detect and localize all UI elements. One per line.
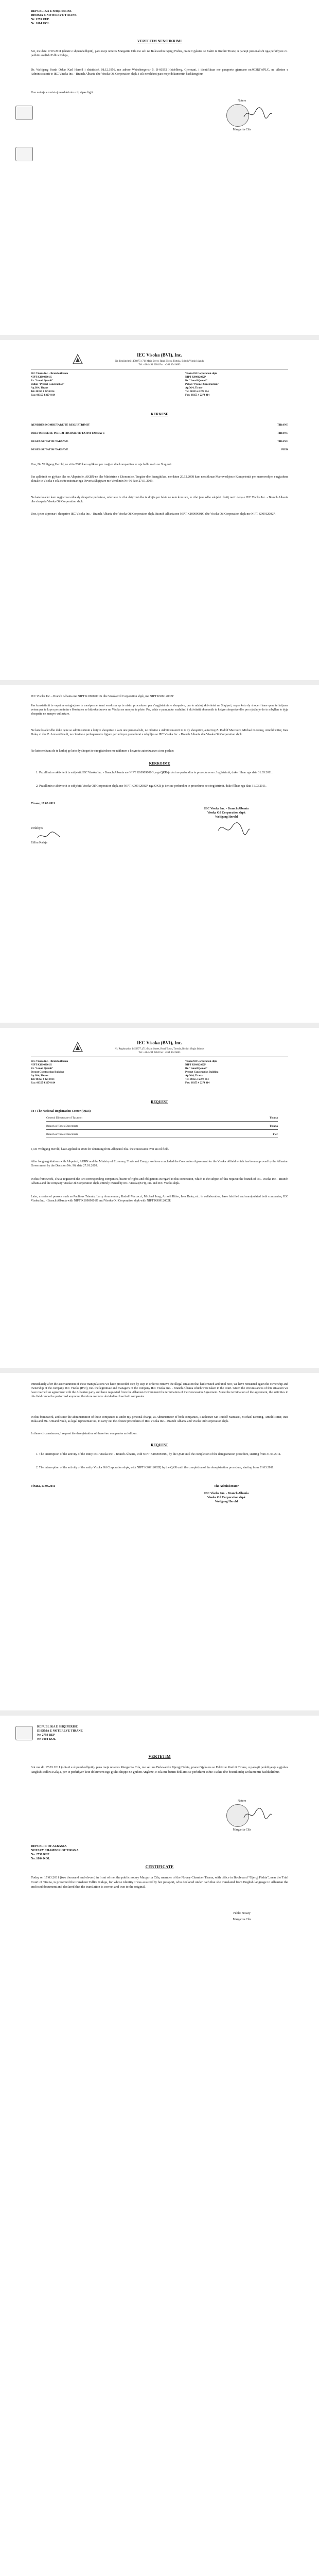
request-item: 1. The interruption of the activity of the entity IEC Visoka Inc. - Branch Albania, with NIPT K10909001G, by the QKR until the completion of the deregistration procedure, starting from 31.03.2011. — [36, 1453, 281, 1456]
page-separator — [0, 680, 319, 685]
company-name: IEC Visoka (BVI), Inc. — [137, 352, 182, 358]
branch-details: IEC Visoka Inc. - Branch Albania NIPT K10909001G Rr. "Ismail Qemali" Premet Construction Building Ap.36/4, Tirana Tel: 00355 4 2274 814 Fax: 00355 4 2274 814 — [31, 1060, 68, 1084]
recipient-city: TIRANE — [277, 432, 288, 435]
recipient-name: Branch of Taxes Directorate — [46, 1133, 78, 1136]
body-paragraph: In this framework, and since the administration of these companies is under my personal charge, as Administrator of both companies, I authorize Mr. Rudolf Marcacci, Michael Keesing, Arnold Ritter, Ines Duka and Mr. Armand Nauli, as legal representatives, to carry out the closure procedures of IEC Visoka Inc. - Branch Albania and Visoka Oil Corporation shpk. — [31, 1416, 288, 1423]
certificate-paragraph: Sot me dt. 17.03.2011 (shtatë e shpembedhjetë), para meje noteres Margarita Cila, me seli ne Bulevardin Gjergj Fishta, prane Gjykates se Faktit te Rrethit Tirane, u paraqit perkthyesja e gjuhes Anglisht Edlira Kalaja, per te perkthyer kete dokument nga gjuha shqipe ne gjuhen Angleze, e cila me betim deklaroi se perkthimi eshte i sakte dhe besnik ndaj Dokumentit bashkelidhur. — [31, 1766, 288, 1774]
administrator-label: The Administrator — [214, 1485, 239, 1488]
company-address: Nr. Regjistrimi 1456877, (71) Main Street, Road Town, Tortola, British Virgin Islands Tel: +264 494 2284 Fax: +264 494 6683 — [115, 360, 204, 366]
body-paragraph: Immediately after the ascertainment of these manipulations we have proceeded step by step in order to remove the illegal situation that had created and until now, we have reinstated again the ownership and ownership of the company IEC Visoka (BVI), Inc. the legitimate and managers of the company IEC Visoka Inc. - Branch Albania which were taken in the court. Given the circumstances of this situation we have reached an agreement with the Albanian party and have requested from the Albanian Government the termination of the Concession Agreement. Since the termination of the agreement, the activities in this field cannot be performed anymore, therefore we have decided to close both companies. — [31, 1383, 288, 1398]
body-paragraph: In this framework, I have registered the two corresponding companies, bearer of rights and obligations in regard to this concession, which is the subject of this request: the branch of IEC Visoka Inc. - Branch Albania and the company Visoka Oil Corporation shpk, entirely owned by IEC Visoka (BVI), Inc. and IEC Visoka shpk. — [31, 1178, 288, 1185]
public-notary-label: Public Notary — [233, 1912, 251, 1915]
notary-chamber-header-english: REPUBLIC OF ALBANIA NOTARY CHAMBER OF TIRANA No. 2759 REP No. 1004 KOL — [31, 1845, 79, 1860]
certificate-paragraph-english: Today on 17.03.2011 (two thousand and eleven) in front of me, the public notary Margarita Cila, member of the Notary Chamber Tirana, with office in Boulevard "Gjergj Fishta", near the Trial Court of Tirana, is presented the translator Edlira Kalaja, for whose identity I was assured by her passport, who declared under oath that she translated from English language in Albanian the enclosed document and declared that the translation is correct and true to the original. — [31, 1876, 288, 1889]
kerkojme-title: KERKOJME — [149, 761, 170, 766]
company-name: IEC Visoka (BVI), Inc. — [137, 1040, 182, 1045]
certificate-title: VERTETIM NENSHKRIMI — [137, 39, 182, 43]
certificate-paragraph: Sot, me date 17.03.2011 (shtatë e shpembedhjetë), para meje noteres Margarita Cila me seli ne Bulevardin Gjergj Fishta, prane Gjykates se Faktit te Rrethit Tirane, u paraqit personalisht nga perkthyesi z.i. pedhite anglisht Edlira Kalaja, — [31, 50, 288, 57]
page-separator — [0, 1023, 319, 1028]
place-date: Tirana, 17.03.2011 — [31, 1485, 56, 1488]
recipient-row — [46, 1115, 278, 1122]
request-item: 2. Pezullimin e aktivitetit te subjektit Visoka Oil Corporation shpk, me NIPT K90912002P, nga QKR-ja deri ne perfundim te procedures se c'regjistrimit, duke filluar nga data 31.03.2011. — [36, 785, 267, 788]
body-paragraph: I, Dr. Wolfgang Herold, have applied in 2008 for obtaining from Albpetrol Sha. the concession over an oil field. — [31, 1148, 169, 1151]
body-paragraph: Une, Dr. Wolfgang Herold, ne vitin 2008 kam aplikuar per ruajtjen dhe kompaniien te reja ludhi melo ne Shqiperi. — [31, 463, 172, 466]
kerkese-title: KERKESE — [151, 412, 168, 416]
revenue-stamp — [15, 1726, 33, 1740]
corporation-details: Visoka Oil Corporation shpk NIPT K90912002P Rr. "Ismail Qemali" Pallati "Premet Construction" Ap.36/4, Tirane Tel: 00355 4 2274 814 Fax: 00355 4 2274 814 — [185, 372, 219, 397]
revenue-stamp — [15, 147, 33, 161]
revenue-stamp — [15, 106, 33, 120]
recipient-row — [31, 439, 288, 445]
request-to: To : The National Registration Center (QKR) — [31, 1110, 91, 1113]
request-item: 1. Pezullimin e aktivitetit te subjektit IEC Visoka Inc. - Branch Albania me NIPT K10909001G, nga QKR-ja deri ne perfundim te procedures se c'regjistrimit, duke filluar nga data 31.03.2011. — [36, 771, 273, 774]
notary-label: Notere — [237, 1800, 246, 1803]
notary-name: Margarita Cila — [233, 128, 251, 131]
branch-details: IEC Visoka Inc. - Branch Albania NIPT K10909001G Rr. "Ismail Qemali" Pallati "Premet Construction" Ap.36/4, Tirane Tel: 00355 4 2274 814 Fax: 00355 4 2274 814 — [31, 372, 68, 397]
request-title: REQUEST — [151, 1100, 168, 1104]
place-date: Tirane, 17.03.2011 — [31, 802, 55, 805]
recipient-city: Tirana — [269, 1116, 278, 1120]
body-paragraph: Later, a series of persons such as Paulinus Tsiamis, Larry Ammenman, Rudolf Marcacci, Michael Jung, Arnold Ritter, Ines Duka, etc. in collaboration, have falsified and manipulated both companies, IEC Visoka Inc. - Branch Albania with NIPT K10909001G and Visoka Oil Corporation shpk with NIPT K90912002P. — [31, 1195, 288, 1202]
notary-name: Margarita Cila — [233, 1828, 251, 1832]
public-notary-name: Margarita Cila — [233, 1918, 251, 1921]
recipient-name: General Directorate of Taxation — [46, 1116, 82, 1120]
body-paragraph: After long negotiations with Albpetrol, AKBN and the Ministry of Economy, Trade and Energy, we have concluded the Concession Agreement for the Visoka oilfield which has been approved by the Albanian Government by the Decision No. 96, date 27.01.2009. — [31, 1160, 288, 1167]
recipient-city: FIER — [281, 448, 288, 451]
recipient-row — [31, 447, 288, 453]
page-translation-certificate — [0, 1716, 319, 2363]
applicant-signature — [216, 820, 252, 836]
translator-name: Edlira Kalaja — [31, 841, 47, 844]
request-item: 2. The interruption of the activity of the entity Visoka Oil Corporation shpk, with NIPT K90912002P, by the QKR until the completion of the deregistration procedure, starting from 31.03.2011. — [36, 1466, 274, 1469]
notary-signature — [242, 1806, 273, 1822]
page-kerkese-albanian — [0, 340, 319, 680]
certificate-paragraph: Dr. Wolfgang Frank Oskar Karl Herold i shtetësisë, 08.12.1956, me adrese Weinsbergerstr 5, D-60592 Heidelberg, Gjermani, i identifikuar me pasaporte gjermane nr.4O3R1WPLC, ne cilesine e Administratorit te IEC Vinska Inc. - Branch Albania dhe Vinska Oil Corporation shpk, i cili nenshkroi para meje dokumentin bashkengjitur. — [31, 69, 288, 76]
recipient-row — [31, 422, 288, 429]
recipient-city: Tirana — [269, 1125, 278, 1128]
signer-block: IEC Visoka Inc. - Branch Albania Visoka Oil Corporation shpk Wolfgang Herold — [204, 1492, 249, 1503]
recipient-city: TIRANE — [277, 423, 288, 427]
recipient-row — [46, 1124, 278, 1130]
recipient-name: DEGES SE TATIM TAKSAVE — [31, 448, 68, 451]
page-separator — [0, 335, 319, 340]
page-request-english-continued — [0, 1373, 319, 1710]
notary-chamber-header: REPUBLIKA E SHQIPERISE DHOMA E NOTEREVE TIRANE Nr. 2759 REP Nr. 1004 KOL — [37, 1725, 83, 1741]
body-paragraph: Ne keto rrethana do te kerkoj qe keto dy shoqeri te c'regjistrohen me ndihmen e ketyre te autorizuarve si me poshte: — [31, 750, 174, 753]
body-paragraph: Pas konstatimit te veprimeve/ngjarjeve te mesiperme kemi vendosur qe te nisim proceduren per c'regjistrimin e shoqerive, pra te ndaloj aktivitetet ne Shqiperi, sepse keto dy shoqeri kane qene te krijuara vetem per te kryer perpunimin e Kontrates se hidrokarbureve ne Visoka ne menyre te plote. Pra, eshte e pamundur vazhdimi i aktivitetit ekonomik te ketyre shoqerive dhe per rrjedhoje do te mbyllen te dyja shoqerite ne menyre vullnetare. — [31, 704, 288, 716]
certificate-title-english: CERTIFICATE — [145, 1865, 174, 1869]
recipient-row — [31, 431, 288, 437]
page-notary-signature-certificate — [0, 0, 319, 335]
notary-label: Notere — [237, 99, 246, 103]
recipient-name: QENDRES KOMBETARE TE REGJISTRIMIT — [31, 423, 90, 427]
body-paragraph: Ne kete kuader dhe duke qene se administrimin e ketyre shoqerive e kam une personalisht, ne cilesine e Administratorit te te dy shoqerive, autorizoj Z. Rudolf Marcacci, Michael Keesing, Arnold Ritter, Ines Duka, si dhe Z. Armand Nauli, ne cilesine e perfaqesuesve ligjore per te kryer procedurat e mbylljes se IEC Visoka Inc. - Branch Albania dhe Visoka Oil Corporation shpk. — [31, 729, 288, 736]
signer-block: IEC Visoka Inc. - Branch Albania Visoka Oil Corporation shpk Wolfgang Herold — [204, 807, 249, 819]
page-separator — [0, 1710, 319, 1716]
page-request-english — [0, 1028, 319, 1368]
notary-chamber-header: REPUBLIKA E SHQIPERISE DHOMA E NOTEREVE TIRANE Nr. 2759 REP. Nr. 1004 KOL — [31, 10, 77, 25]
recipient-city: Fier — [273, 1133, 278, 1136]
recipient-city: TIRANE — [277, 440, 288, 443]
body-paragraph: Ne kete kuader kam regjistruar edhe dy shoqerite perkatese, referuese te cilat detyrimi dhe te drejta per fakte ne kete kontrate, te cilat jane edhe subjekt i ketij rasti: dega e IEC Visoka Inc. - Branch Albania dhe shoqeria Visoka Oil Corporation shpk. — [31, 496, 288, 503]
body-paragraph: Une, tjeter si pronar i shoqerive IEC Visoka Inc. - Branch Albania dhe Visoka Oil Corporation shpk. Branch Albania me NIPT K10909001G dhe Visoka Oil Corporation shpk me NIPT K90912002P. — [31, 513, 276, 516]
certificate-title: VERTETIM — [148, 1754, 171, 1759]
request-title: REQUEST — [151, 1443, 168, 1447]
corporation-details: Visoka Oil Corporation shpk NIPT K90912002P Rr. "Ismail Qemali" Premet Construction Building Ap.36/4, Tirana Tel: 00355 4 2274 814 Fax: 00355 4 2274 814 — [185, 1060, 219, 1084]
notary-signature — [242, 106, 273, 121]
recipient-name: Branch of Taxes Directorate — [46, 1125, 78, 1128]
translator-label: Perkthyes — [31, 827, 43, 830]
page-separator — [0, 1368, 319, 1373]
recipient-name: DEGES SE TATIM TAKSAVE — [31, 440, 68, 443]
body-paragraph: Pas aplikimit ne gjykate dhe ne Albpetrole, AKBN-ne dhe Ministrine e Ekonomise, Tregtise dhe Energjitikes, me daten 20.12.2008 kam nenshkruar Marreveshjen e Kompetentit per marreveshjen e ngjashme aktuale te Visoka e cila eshte miratuar nga Qeveria Shqiptare me Vendimin Nr. 96 date 27.01.2009. — [31, 476, 288, 483]
page-kerkojme-albanian — [0, 685, 319, 1023]
recipient-row — [46, 1132, 278, 1138]
recipient-name: DREJTORISE SE PERGJITHSHME TE TATIM TAKSAVE — [31, 432, 105, 435]
certificate-paragraph: Une noterja e vertetoj nenshkrimin e tij sipas ligjit. — [31, 91, 94, 94]
translator-signature — [36, 831, 62, 841]
body-paragraph: In these circumstances, I request the deregistration of these two companies as follows: — [31, 1432, 138, 1435]
company-address: Nr. Registration 1456877, (71) Main Street, Road Town, Tortola, British Virgin Islands Tel: +264 494 2284 Fax: +264 494 6683 — [115, 1048, 204, 1054]
top-note: IEC Visoka Inc. - Branch Albania me NIPT K10909001G dhe Visoka Oil Corporation shpk, me NIPT K90912002P — [31, 695, 174, 698]
